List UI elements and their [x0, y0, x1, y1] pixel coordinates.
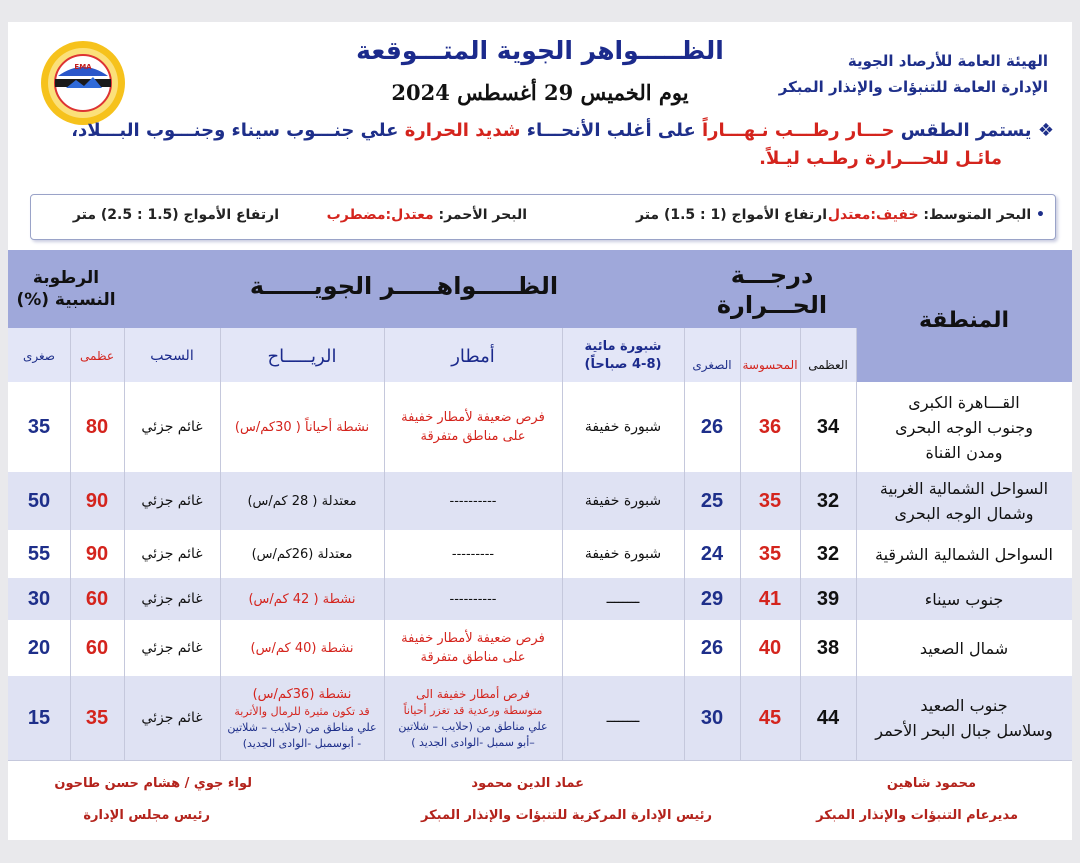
region-line: وسلاسل جبال البحر الأحمر — [875, 721, 1053, 740]
region-cell — [856, 530, 1072, 578]
org-name: الهيئة العامة للأرصاد الجوية — [847, 52, 1048, 70]
wind-cell — [220, 578, 384, 620]
humidity-max: 90 — [85, 489, 109, 512]
temp-min: 26 — [700, 415, 724, 438]
region-line: السواحل الشمالية الغربية — [879, 479, 1049, 498]
rain-cell-line: علي مناطق من (حلايب – شلاتين — [398, 720, 548, 733]
wind-cell-line: نشطة ( 42 كم/س) — [248, 591, 356, 607]
header-humidity-min: صغرى — [23, 349, 55, 363]
column-divider — [800, 328, 801, 760]
wind-cell-line: - أبوسمبل -الوادى الجديد) — [242, 736, 362, 750]
header-phenomena: الظـــــواهـــــر الجويــــــة — [249, 272, 559, 300]
rain-cell — [384, 382, 562, 472]
rain-cell — [384, 676, 562, 760]
wind-cell-line: معتدلة ( 28 كم/س) — [247, 493, 357, 509]
forecast-date: يوم الخميس 29 أغسطس 2024 — [391, 80, 689, 105]
header-felt: المحسوسة — [742, 358, 798, 372]
header-min: الصغرى — [692, 358, 732, 372]
temp-max: 32 — [816, 489, 840, 512]
clouds-cell: غائم جزئي — [141, 710, 203, 726]
temp-max: 39 — [816, 587, 840, 610]
wind-cell-line: نشطة (40 كم/س) — [250, 640, 354, 656]
region-line: جنوب سيناء — [924, 589, 1004, 609]
column-divider — [220, 328, 221, 760]
wind-cell-line: قد تكون مثيرة للرمال والأتربة — [234, 704, 370, 718]
signature-1-name: محمود شاهين — [886, 776, 976, 791]
wind-cell-line: معتدلة (26كم/س) — [251, 546, 353, 562]
signature-3-name: لواء جوي / هشام حسن طاحون — [54, 776, 252, 791]
signature-2-title: رئيس الإدارة المركزية للتنبؤات والإنذار المبكر — [421, 808, 712, 823]
rain-cell — [384, 472, 562, 530]
page-title: الظـــــواهر الجوية المتـــوقعة — [356, 36, 724, 65]
clouds-cell: غائم جزئي — [141, 591, 203, 607]
wind-cell — [220, 676, 384, 760]
bullet-icon: • — [1036, 207, 1045, 223]
header-region: المنطقة — [918, 307, 1010, 333]
region-cell — [856, 578, 1072, 620]
header-humidity: الرطوبة النسبية (%) — [16, 268, 116, 310]
temp-min: 29 — [700, 587, 724, 610]
signature-2-name: عماد الدين محمود — [471, 776, 584, 791]
humidity-max: 80 — [85, 415, 109, 438]
rain-cell-line: متوسطة ورعدية قد تغزر أحياناً — [403, 704, 543, 717]
region-line: السواحل الشمالية الشرقية — [875, 544, 1053, 564]
forecast-sheet — [8, 22, 1072, 840]
region-line: ومدن القناة — [925, 442, 1003, 462]
fog-cell: شبورة خفيفة — [584, 419, 662, 435]
ema-logo-icon — [38, 38, 128, 128]
humidity-min: 50 — [27, 489, 51, 512]
rain-cell-line: فرص أمطار خفيفة الى — [416, 687, 530, 701]
red-sea-waves: ارتفاع الأمواج (1.5 : 2.5) متر — [72, 207, 279, 223]
region-cell — [856, 620, 1072, 676]
mediterranean-sea: • البحر المتوسط: خفيف:معتدل — [827, 207, 1045, 223]
wind-cell-line: علي مناطق من (حلايب – شلاتين — [227, 720, 377, 734]
humidity-max: 60 — [85, 636, 109, 659]
org-department: الإدارة العامة للتنبؤات والإنذار المبكر — [778, 78, 1048, 96]
rain-cell-line: فرص ضعيفة لأمطار خفيفة — [401, 410, 545, 425]
weather-summary-line2: مائـل للحـــرارة رطـب ليـلاً. — [759, 148, 1002, 169]
sea-conditions-box — [30, 194, 1056, 240]
temp-felt: 40 — [758, 636, 782, 659]
humidity-max: 90 — [85, 542, 109, 565]
header-max: العظمى — [808, 358, 848, 372]
header-rain: أمطار — [451, 345, 495, 367]
fog-cell: شبورة خفيفة — [584, 546, 662, 562]
temp-felt: 45 — [758, 706, 782, 729]
humidity-min: 35 — [27, 415, 51, 438]
fog-cell: ــــــــ — [606, 710, 640, 726]
humidity-max: 35 — [85, 706, 109, 729]
red-sea: البحر الأحمر: معتدل:مضطرب — [326, 207, 527, 223]
forecast-table — [8, 250, 1072, 760]
rain-cell-line: ---------- — [449, 591, 497, 607]
temp-max: 32 — [816, 542, 840, 565]
wind-cell — [220, 382, 384, 472]
wind-cell-line: نشطة (36كم/س) — [252, 686, 352, 702]
header-temperature: درجـــة الحـــرارة — [716, 261, 828, 319]
fog-cell — [562, 620, 684, 676]
header-wind: الريـــــاح — [267, 345, 337, 367]
temp-min: 24 — [700, 542, 724, 565]
humidity-min: 30 — [27, 587, 51, 610]
header-clouds: السحب — [150, 348, 194, 364]
signature-1-title: مديرعام التنبؤات والإنذار المبكر — [816, 808, 1018, 823]
bullet-icon: ❖ — [1037, 120, 1054, 141]
clouds-cell: غائم جزئي — [141, 419, 203, 435]
clouds-cell: غائم جزئي — [141, 640, 203, 656]
wind-cell — [220, 530, 384, 578]
region-cell — [856, 676, 1072, 760]
signature-3-title: رئيس مجلس الإدارة — [83, 808, 210, 823]
region-line: وجنوب الوجه البحرى — [895, 417, 1033, 437]
temp-max: 44 — [816, 706, 840, 729]
column-divider — [124, 328, 125, 760]
rain-cell-line: على مناطق متفرقة — [420, 429, 526, 444]
region-line: شمال الصعيد — [919, 638, 1009, 658]
column-divider — [856, 328, 857, 760]
rain-cell-line: ---------- — [449, 493, 497, 509]
row-divider — [8, 760, 1072, 761]
temp-min: 30 — [700, 706, 724, 729]
column-divider — [684, 328, 685, 760]
temp-felt: 41 — [758, 587, 782, 610]
header-humidity-max: عظمى — [80, 349, 114, 363]
column-divider — [562, 328, 563, 760]
humidity-min: 55 — [27, 542, 51, 565]
column-divider — [384, 328, 385, 760]
header-fog: شبورة مائية (4-8 صباحاً) — [584, 339, 662, 372]
rain-cell — [384, 578, 562, 620]
wind-cell-line: نشطة أحياناً ( 30كم/س) — [234, 419, 370, 435]
rain-cell — [384, 530, 562, 578]
temp-felt: 36 — [758, 415, 782, 438]
column-divider — [70, 328, 71, 760]
wind-cell — [220, 472, 384, 530]
humidity-min: 15 — [27, 706, 51, 729]
weather-summary-line1: ❖ يستمر الطقس حـــار رطـــب نـهـــاراً على أغلب الأنحـــاء شديد الحرارة علي جنـــوب سيناء وجنـــوب البـــلاد، — [71, 120, 1054, 141]
column-divider — [740, 328, 741, 760]
clouds-cell: غائم جزئي — [141, 493, 203, 509]
region-line: وشمال الوجه البحرى — [894, 504, 1034, 523]
wind-cell — [220, 620, 384, 676]
rain-cell-line: –أبو سمبل -الوادى الجديد ) — [411, 736, 535, 749]
temp-min: 26 — [700, 636, 724, 659]
temp-felt: 35 — [758, 489, 782, 512]
fog-cell: ــــــــ — [606, 591, 640, 607]
temp-felt: 35 — [758, 542, 782, 565]
clouds-cell: غائم جزئي — [141, 546, 203, 562]
temp-min: 25 — [700, 489, 724, 512]
mediterranean-waves: ارتفاع الأمواج (1 : 1.5) متر — [635, 207, 827, 223]
rain-cell — [384, 620, 562, 676]
temp-max: 34 — [816, 415, 840, 438]
region-cell — [856, 472, 1072, 530]
humidity-min: 20 — [27, 636, 51, 659]
rain-cell-line: --------- — [451, 546, 495, 562]
fog-cell: شبورة خفيفة — [584, 493, 662, 509]
region-line: جنوب الصعيد — [920, 696, 1008, 715]
rain-cell-line: على مناطق متفرقة — [420, 650, 526, 665]
rain-cell-line: فرص ضعيفة لأمطار خفيفة — [401, 631, 545, 646]
logo-text: EMA — [74, 63, 92, 71]
humidity-max: 60 — [85, 587, 109, 610]
region-cell — [856, 382, 1072, 472]
region-line: القـــاهرة الكبرى — [908, 392, 1020, 412]
temp-max: 38 — [816, 636, 840, 659]
